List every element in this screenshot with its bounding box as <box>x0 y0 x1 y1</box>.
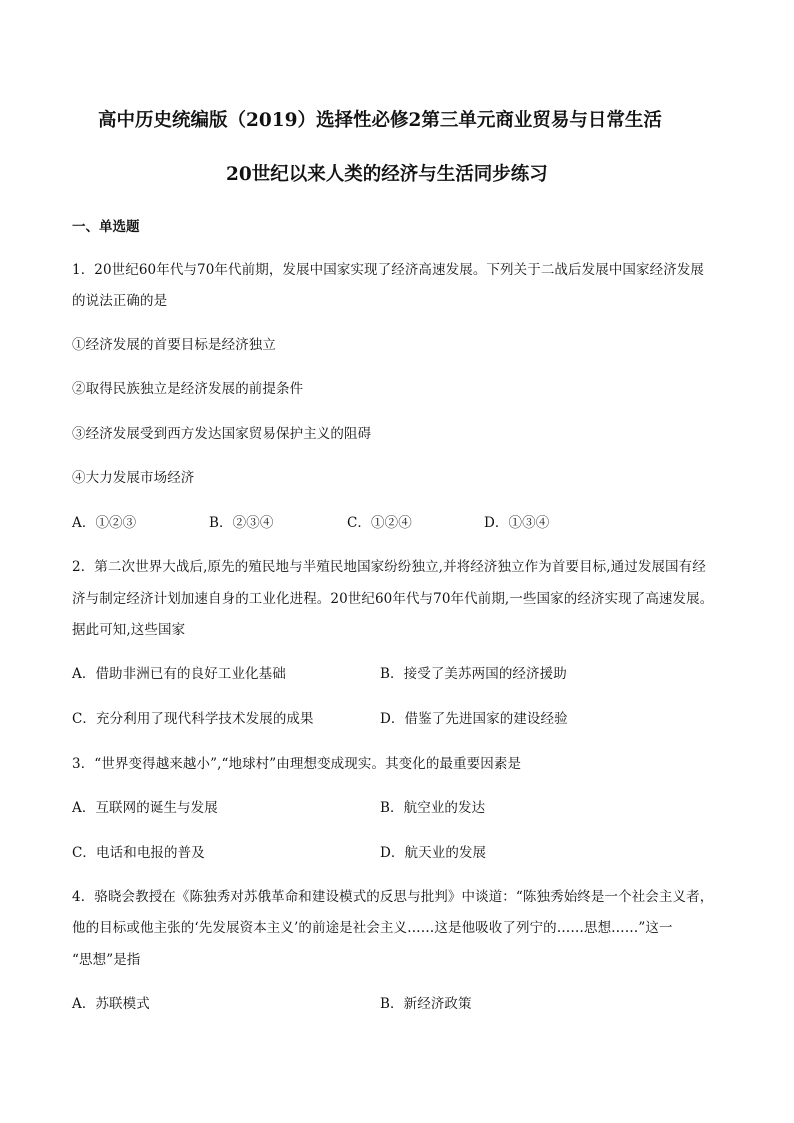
q1-statement-4: ④大力发展市场经济 <box>72 470 195 486</box>
document-title-line1: 高中历史统编版（2019）选择性必修2第三单元商业贸易与日常生活 <box>98 110 662 131</box>
q4-option-a: A．苏联模式 <box>72 996 150 1012</box>
q2-option-d: D．借鉴了先进国家的建设经验 <box>380 711 568 727</box>
q4-stem-line2: 他的目标或他主张的‘先发展资本主义’的前途是社会主义……这是他吸收了列宁的……思想……”这一 <box>72 920 673 936</box>
q1-option-a: A．①②③ <box>72 515 137 531</box>
q1-statement-3: ③经济发展受到西方发达国家贸易保护主义的阻碍 <box>72 426 372 442</box>
q3-stem-line1: 3．“世界变得越来越小”,“地球村”由理想变成现实。其变化的最重要因素是 <box>72 756 522 772</box>
q2-option-a: A．借助非洲已有的良好工业化基础 <box>72 666 286 682</box>
q3-option-d: D．航天业的发展 <box>380 845 487 861</box>
q1-option-b: B．②③④ <box>209 515 274 531</box>
q2-stem-line3: 据此可知,这些国家 <box>72 622 186 638</box>
section-heading: 一、单选题 <box>72 219 140 235</box>
q1-statement-2: ②取得民族独立是经济发展的前提条件 <box>72 381 304 397</box>
q1-option-d: D．①③④ <box>484 515 550 531</box>
q3-option-a: A．互联网的诞生与发展 <box>72 800 218 816</box>
q2-stem-line2: 济与制定经济计划加速自身的工业化进程。20世纪60年代与70年代前期,一些国家的经济实现了高速发展。 <box>72 591 714 607</box>
q4-stem-line1: 4．骆晓会教授在《陈独秀对苏俄革命和建设模式的反思与批判》中谈道：“陈独秀始终是一个社会主义者， <box>72 889 714 905</box>
q2-option-b: B．接受了美苏两国的经济援助 <box>380 666 567 682</box>
q1-stem-line1: 1．20世纪60年代与70年代前期，发展中国家实现了经济高速发展。下列关于二战后发展中国家经济发展 <box>72 262 705 278</box>
q3-option-c: C．电话和电报的普及 <box>72 845 205 861</box>
q1-statement-1: ①经济发展的首要目标是经济独立 <box>72 337 276 353</box>
q1-option-c: C．①②④ <box>347 515 412 531</box>
q1-stem-line2: 的说法正确的是 <box>72 293 168 309</box>
q4-option-b: B．新经济政策 <box>380 996 472 1012</box>
q3-option-b: B．航空业的发达 <box>380 800 486 816</box>
q4-stem-line3: “思想”是指 <box>72 952 141 968</box>
q2-stem-line1: 2．第二次世界大战后,原先的殖民地与半殖民地国家纷纷独立,并将经济独立作为首要目标,通过发展国有经 <box>72 559 706 575</box>
document-title-line2: 20世纪以来人类的经济与生活同步练习 <box>226 164 548 185</box>
q2-option-c: C．充分利用了现代科学技术发展的成果 <box>72 711 314 727</box>
